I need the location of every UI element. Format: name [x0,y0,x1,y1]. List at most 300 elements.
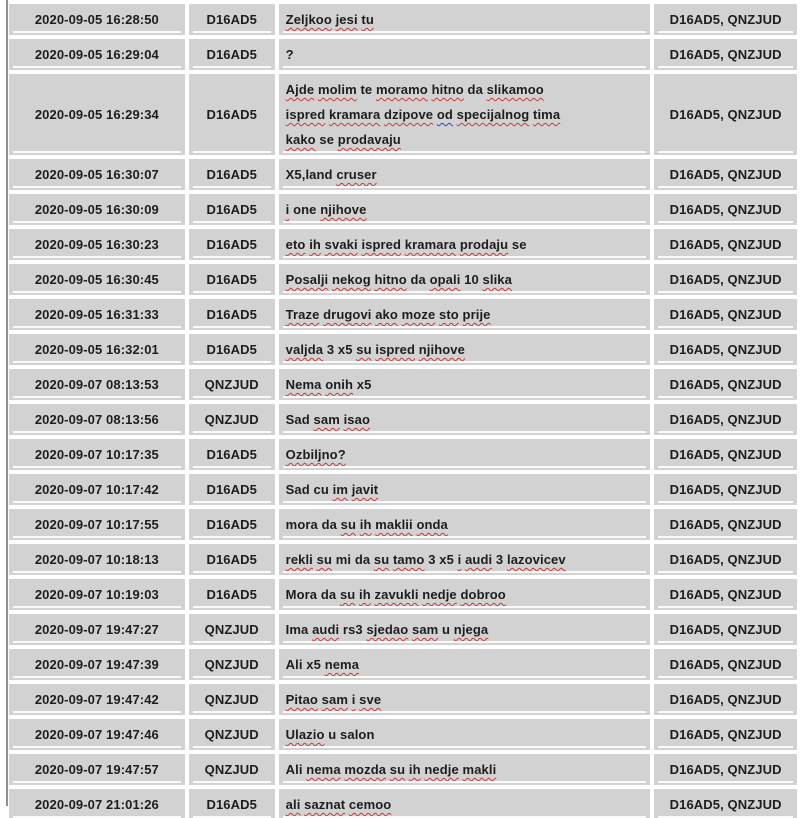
timestamp-cell [9,579,185,610]
message-row [9,719,797,750]
message-word: Ozbiljno? [285,447,346,462]
participants-text: D16AD5, QNZJUD [669,107,782,122]
message-text [286,547,566,572]
message-word: od [436,107,453,122]
message-word: moze [401,307,436,322]
participants-cell [654,544,797,575]
participants-text: D16AD5, QNZJUD [669,587,782,602]
message-cell [279,684,651,715]
message-text [286,267,512,292]
timestamp-text: 2020-09-07 10:17:35 [34,447,159,462]
message-word: valjda [285,342,324,357]
message-word: ispred [285,107,326,122]
message-cell [279,544,651,575]
sender-text: QNZJUD [204,657,259,672]
sender-cell [189,474,275,505]
sender-cell [189,719,275,750]
message-word: molim [317,82,357,97]
sender-cell [189,4,275,35]
message-word: cemoo [348,797,392,812]
message-cell [279,754,651,785]
timestamp-text: 2020-09-07 10:17:42 [34,482,159,497]
message-word: one [293,202,317,217]
message-cell [279,334,651,365]
sender-cell [189,684,275,715]
message-word: da [467,82,483,97]
timestamp-text: 2020-09-05 16:29:04 [34,47,159,62]
sender-text: D16AD5 [206,342,257,357]
timestamp-cell [9,229,185,260]
timestamp-cell [9,299,185,330]
message-word: prije [462,307,491,322]
message-cell [279,229,651,260]
message-cell [279,404,651,435]
message-text [286,757,497,782]
timestamp-text: 2020-09-07 10:17:55 [34,517,159,532]
participants-cell [654,194,797,225]
timestamp-cell [9,684,185,715]
message-row [9,334,797,365]
timestamp-cell [9,509,185,540]
message-cell [279,509,651,540]
message-row [9,39,797,70]
participants-cell [654,509,797,540]
message-word: im [332,482,348,497]
message-text [286,372,372,397]
message-word: njihove [418,342,465,357]
participants-cell [654,4,797,35]
sender-cell [189,509,275,540]
message-word: u [328,727,337,742]
timestamp-cell [9,159,185,190]
timestamp-text: 2020-09-07 19:47:39 [34,657,159,672]
sender-cell [189,299,275,330]
message-row [9,74,797,155]
sender-text: D16AD5 [206,272,257,287]
message-word: se [511,237,527,252]
message-word: x5 [356,377,372,392]
sender-cell [189,754,275,785]
participants-text: D16AD5, QNZJUD [669,622,782,637]
timestamp-text: 2020-09-05 16:30:09 [34,202,159,217]
timestamp-cell [9,754,185,785]
participants-text: D16AD5, QNZJUD [669,692,782,707]
sender-text: D16AD5 [206,107,257,122]
message-text [286,232,527,257]
message-word: Mora [285,587,318,602]
message-word: sjedao [366,622,409,637]
message-word: 3 [495,552,504,567]
participants-cell [654,334,797,365]
message-word: rs3 [342,622,363,637]
message-word: Nema [285,377,322,392]
message-word: i [285,202,290,217]
message-word: nedje [422,587,457,602]
timestamp-text: 2020-09-07 19:47:57 [34,762,159,777]
message-word: u [442,622,451,637]
message-word: svaki [324,237,358,252]
message-row [9,789,797,818]
message-text [286,197,367,222]
timestamp-cell [9,439,185,470]
sender-text: D16AD5 [206,12,257,27]
message-word: rekli [285,552,313,567]
timestamp-text: 2020-09-05 16:29:34 [34,107,159,122]
sender-cell [189,439,275,470]
timestamp-cell [9,404,185,435]
timestamp-text: 2020-09-05 16:30:07 [34,167,159,182]
timestamp-cell [9,194,185,225]
participants-text: D16AD5, QNZJUD [669,447,782,462]
message-word: ih [309,237,321,252]
message-text [286,42,294,67]
participants-cell [654,159,797,190]
message-word: su [389,762,406,777]
message-cell [279,439,651,470]
participants-cell [654,369,797,400]
message-cell [279,4,651,35]
message-word: su [373,552,390,567]
message-text [286,77,561,152]
timestamp-text: 2020-09-07 10:19:03 [34,587,159,602]
sender-text: QNZJUD [204,377,259,392]
message-word: drugovi [323,307,372,322]
participants-text: D16AD5, QNZJUD [669,237,782,252]
sender-cell [189,649,275,680]
message-row [9,684,797,715]
sender-cell [189,229,275,260]
message-row [9,649,797,680]
message-cell [279,369,651,400]
message-cell [279,719,651,750]
message-word: lazovicev [506,552,566,567]
table-left-border [6,0,8,806]
timestamp-text: 2020-09-07 19:47:27 [34,622,159,637]
message-word: Ali [285,762,303,777]
participants-cell [654,649,797,680]
message-word: ih [359,587,371,602]
timestamp-cell [9,4,185,35]
message-row [9,614,797,645]
participants-cell [654,39,797,70]
message-row [9,474,797,505]
participants-cell [654,474,797,505]
message-word: i [457,552,462,567]
message-word: njihove [320,202,367,217]
timestamp-text: 2020-09-05 16:28:50 [34,12,159,27]
message-word: ispred [375,342,416,357]
message-word: maklii [375,517,413,532]
timestamp-cell [9,474,185,505]
message-cell [279,299,651,330]
timestamp-text: 2020-09-05 16:30:45 [34,272,159,287]
message-text [286,792,392,817]
message-text [286,442,346,467]
message-word: hitno [374,272,407,287]
timestamp-text: 2020-09-05 16:32:01 [34,342,159,357]
participants-cell [654,74,797,155]
message-text [286,302,491,327]
sender-text: QNZJUD [204,727,259,742]
message-word: dobroo [460,587,506,602]
message-row [9,369,797,400]
message-text [286,722,375,747]
sender-text: D16AD5 [206,202,257,217]
message-word: mi [335,552,352,567]
message-row [9,754,797,785]
message-word: isao [343,412,370,427]
participants-text: D16AD5, QNZJUD [669,377,782,392]
participants-text: D16AD5, QNZJUD [669,727,782,742]
message-cell [279,614,651,645]
message-word: su [316,552,332,567]
participants-cell [654,684,797,715]
message-cell [279,74,651,155]
participants-text: D16AD5, QNZJUD [669,202,782,217]
message-cell [279,159,651,190]
message-word: cu [313,482,329,497]
message-cell [279,194,651,225]
message-word: javit [351,482,379,497]
message-row [9,4,797,35]
message-word: Ima [285,622,309,637]
message-word: su [340,517,357,532]
timestamp-text: 2020-09-07 08:13:56 [34,412,159,427]
message-word: se [319,132,335,147]
message-word: zavukli [374,587,419,602]
message-word: dzipove [384,107,434,122]
participants-text: D16AD5, QNZJUD [669,272,782,287]
message-word: ih [359,517,372,532]
sender-cell [189,264,275,295]
message-row [9,579,797,610]
message-word: x5 [306,657,321,672]
message-text [286,162,377,187]
timestamp-cell [9,719,185,750]
timestamp-cell [9,334,185,365]
message-word: Posalji [285,272,329,287]
sender-text: D16AD5 [206,447,257,462]
message-word: 10 [464,272,479,287]
message-word: Ali [285,657,303,672]
message-word: slikamoo [486,82,544,97]
chat-table-body [9,4,797,818]
sender-cell [189,544,275,575]
sender-text: D16AD5 [206,307,257,322]
message-word: jesi [335,12,358,27]
timestamp-text: 2020-09-05 16:30:23 [34,237,159,252]
message-word: prodaju [459,237,509,252]
timestamp-cell [9,369,185,400]
message-word: prodavaju [337,132,401,147]
message-row [9,509,797,540]
message-word: nedje [424,762,459,777]
message-word: ispred [361,237,402,252]
message-word: kramara [329,107,381,122]
sender-cell [189,369,275,400]
participants-cell [654,439,797,470]
sender-cell [189,159,275,190]
participants-cell [654,264,797,295]
participants-cell [654,299,797,330]
sender-text: D16AD5 [206,237,257,252]
participants-text: D16AD5, QNZJUD [669,47,782,62]
message-cell [279,39,651,70]
message-word: sto [439,307,459,322]
message-row [9,439,797,470]
message-word: onih [325,377,354,392]
message-text [286,337,465,362]
message-word: onda [416,517,448,532]
message-text [286,7,374,32]
sender-cell [189,194,275,225]
message-word: x5 [439,552,454,567]
message-word: 3 [326,342,335,357]
message-word: hitno [431,82,464,97]
participants-cell [654,719,797,750]
message-word: Zeljkoo [285,12,332,27]
message-cell [279,264,651,295]
sender-text: D16AD5 [206,552,257,567]
message-word: su [339,587,356,602]
message-word: X5,land [285,167,333,182]
participants-cell [654,404,797,435]
message-word: slika [482,272,512,287]
sender-text: D16AD5 [206,587,257,602]
sender-text: QNZJUD [204,622,259,637]
message-word: nekog [331,272,371,287]
message-word: i [351,692,356,707]
message-word: audi [312,622,340,637]
message-word: cruser [336,167,377,182]
message-word: Ajde [285,82,315,97]
timestamp-text: 2020-09-07 19:47:42 [34,692,159,707]
message-word: nema [324,657,360,672]
message-row [9,264,797,295]
message-row [9,544,797,575]
message-word: Sad [285,412,310,427]
timestamp-cell [9,649,185,680]
participants-text: D16AD5, QNZJUD [669,482,782,497]
timestamp-cell [9,74,185,155]
message-word: Ulazio [285,727,325,742]
message-word: ako [375,307,398,322]
message-word: makli [462,762,497,777]
participants-cell [654,579,797,610]
message-cell [279,649,651,680]
message-row [9,299,797,330]
message-cell [279,579,651,610]
message-word: Traze [285,307,320,322]
message-word: da [410,272,426,287]
participants-cell [654,614,797,645]
sender-text: D16AD5 [206,167,257,182]
message-word: te [360,82,373,97]
sender-text: QNZJUD [204,692,259,707]
message-word: nema [306,762,341,777]
message-word: mora [285,517,318,532]
message-word: kako [285,132,316,147]
message-word: saznat [304,797,346,812]
message-word: salon [340,727,375,742]
sender-text: QNZJUD [204,412,259,427]
message-word: sam [411,622,439,637]
sender-cell [189,39,275,70]
timestamp-text: 2020-09-07 08:13:53 [34,377,159,392]
message-word: 3 [428,552,436,567]
message-row [9,194,797,225]
message-cell [279,474,651,505]
message-word: Sad [285,482,310,497]
participants-cell [654,754,797,785]
message-word: tu [361,12,374,27]
timestamp-text: 2020-09-07 19:47:46 [34,727,159,742]
participants-text: D16AD5, QNZJUD [669,657,782,672]
participants-text: D16AD5, QNZJUD [669,412,782,427]
timestamp-text: 2020-09-05 16:31:33 [34,307,159,322]
timestamp-text: 2020-09-07 21:01:26 [34,797,159,812]
message-word: sam [321,692,348,707]
sender-text: D16AD5 [206,482,257,497]
sender-text: D16AD5 [206,47,257,62]
sender-cell [189,404,275,435]
participants-text: D16AD5, QNZJUD [669,167,782,182]
message-word: Pitao [285,692,318,707]
participants-text: D16AD5, QNZJUD [669,797,782,812]
sender-text: QNZJUD [204,762,259,777]
message-word: ih [408,762,421,777]
message-word: kramara [404,237,457,252]
message-word: ali [285,797,301,812]
message-text [286,582,506,607]
message-text [286,687,382,712]
timestamp-cell [9,789,185,818]
message-word: da [354,552,371,567]
message-word: mozda [344,762,387,777]
message-word: moramo [375,82,428,97]
participants-text: D16AD5, QNZJUD [669,12,782,27]
sender-cell [189,334,275,365]
message-row [9,159,797,190]
participants-text: D16AD5, QNZJUD [669,762,782,777]
message-text [286,477,379,502]
message-word: opali [429,272,461,287]
sender-cell [189,579,275,610]
sender-cell [189,614,275,645]
sender-cell [189,789,275,818]
message-text [286,617,489,642]
message-word: audi [465,552,493,567]
participants-cell [654,789,797,818]
message-word: sve [359,692,382,707]
participants-text: D16AD5, QNZJUD [669,517,782,532]
message-word: njega [453,622,489,637]
message-row [9,404,797,435]
timestamp-cell [9,264,185,295]
message-word: eto [285,237,306,252]
participants-text: D16AD5, QNZJUD [669,552,782,567]
message-word: su [356,342,372,357]
timestamp-text: 2020-09-07 10:18:13 [34,552,159,567]
sender-text: D16AD5 [206,797,257,812]
message-word: sam [313,412,340,427]
message-text [286,652,359,677]
timestamp-cell [9,39,185,70]
message-row [9,229,797,260]
message-word: x5 [337,342,353,357]
message-word: tima [533,107,561,122]
message-text [286,407,370,432]
